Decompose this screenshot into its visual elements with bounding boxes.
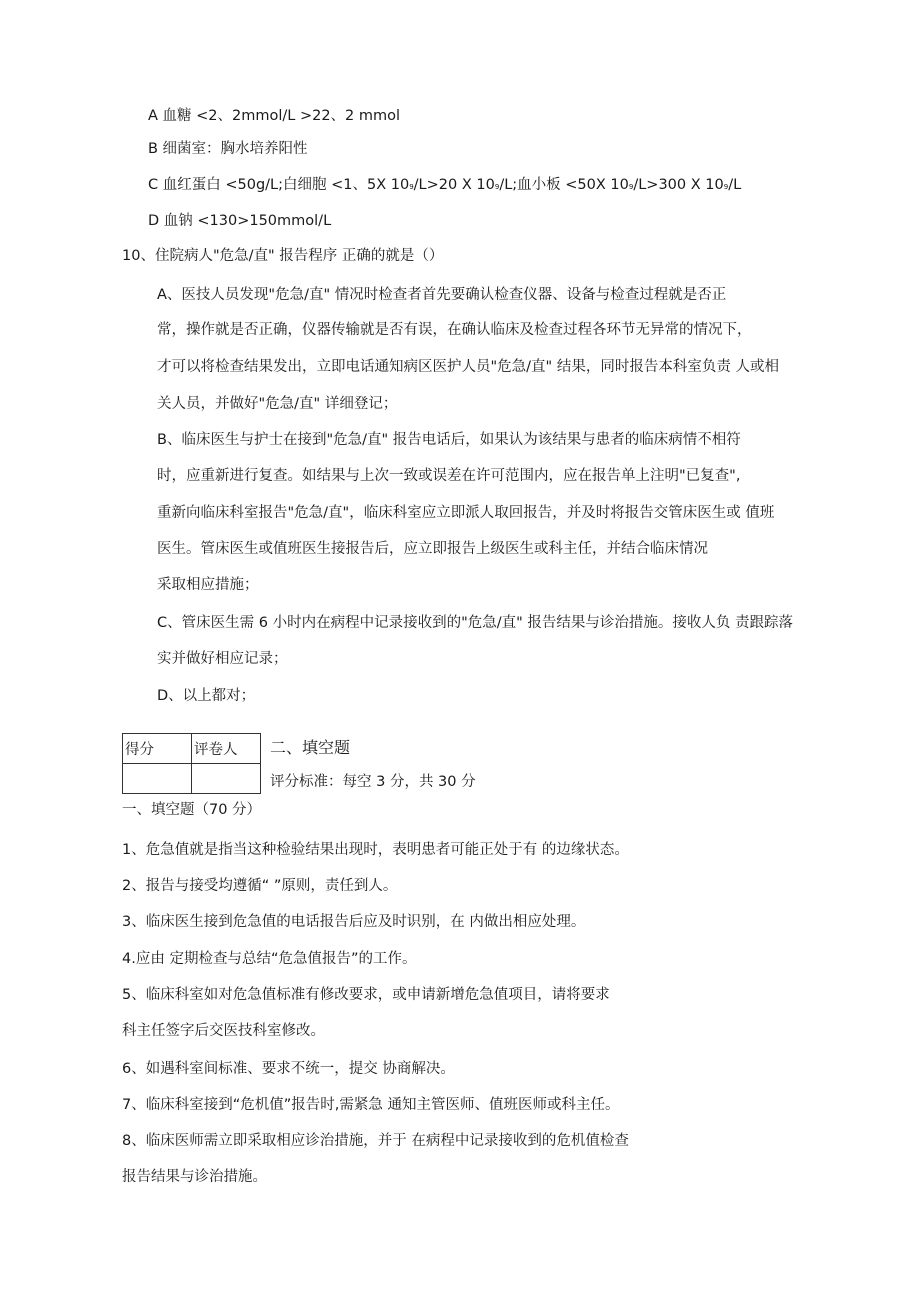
- q9-option-c: C 血红蛋白 <50g/L;白细胞 <1、5X 109/L>20 X 109/L;血小板 <50X 109/L>300 X 109/L: [148, 177, 742, 193]
- fill-item: 3、临床医生接到危急值的电话报告后应及时识别，在 内做出相应处理。: [122, 914, 586, 930]
- fill-item: 6、如遇科室间标准、要求不统一，提交 协商解决。: [122, 1061, 455, 1077]
- q10-stem: 10、住院病人"危急/直" 报告程序 正确的就是（）: [122, 248, 444, 264]
- q10-option-d: D、以上都对；: [157, 688, 256, 704]
- q9-option-d: D 血钠 <130>150mmol/L: [148, 213, 332, 229]
- q10-option-b-line: 采取相应措施；: [157, 577, 259, 593]
- score-header: 得分: [123, 734, 192, 764]
- scoring-criteria: 评分标准：每空 3 分，共 30 分: [270, 774, 476, 790]
- q10-option-a-line: 才可以将检查结果发出，立即电话通知病区医护人员"危急/直" 结果，同时报告本科室负责 人或相: [157, 359, 779, 375]
- q10-option-b-line: 医生。管床医生或值班医生接报告后，应立即报告上级医生或科主任，并结合临床情况: [157, 541, 708, 557]
- q9-option-b: B 细菌室：胸水培养阳性: [148, 141, 308, 157]
- q9-option-a: A 血糖 <2、2mmol/L >22、2 mmol: [148, 108, 401, 124]
- score-cell: [123, 764, 192, 794]
- fill-item: 4.应由 定期检查与总结“危急值报告”的工作。: [122, 951, 417, 967]
- q10-option-a-line: 关人员，并做好"危急/直" 详细登记；: [157, 396, 398, 412]
- q10-option-b-line: B、临床医生与护士在接到"危急/直" 报告电话后，如果认为该结果与患者的临床病情不相符: [157, 432, 741, 448]
- q10-option-a-line: A、医技人员发现"危急/直" 情况时检查者首先要确认检查仪器、设备与检查过程就是否正: [157, 287, 727, 303]
- q10-option-b-line: 重新向临床科室报告"危急/直"，临床科室应立即派人取回报告，并及时将报告交管床医生或 值班: [157, 505, 775, 521]
- q10-option-b-line: 时，应重新进行复查。如结果与上次一致或误差在许可范围内，应在报告单上注明"已复查",: [157, 468, 741, 484]
- section-title: 二、填空题: [270, 738, 351, 757]
- fill-item: 2、报告与接受均遵循“ ”原则，责任到人。: [122, 878, 398, 894]
- fill-item: 7、临床科室接到“危机值”报告时,需紧急 通知主管医师、值班医师或科主任。: [122, 1097, 620, 1113]
- fill-item: 科主任签字后交医技科室修改。: [122, 1023, 325, 1039]
- grader-header: 评卷人: [192, 734, 261, 764]
- fill-item: 1、危急值就是指当这种检验结果出现时，表明患者可能正处于有 的边缘状态。: [122, 842, 629, 858]
- q10-option-c-line: C、管床医生需 6 小时内在病程中记录接收到的"危急/直" 报告结果与诊治措施。接收人负 责跟踪落: [157, 615, 794, 631]
- fill-item: 报告结果与诊治措施。: [122, 1169, 267, 1185]
- q10-option-a-line: 常，操作就是否正确，仪器传输就是否有误，在确认临床及检查过程各环节无异常的情况下，: [157, 322, 752, 338]
- fill-item: 8、临床医师需立即采取相应诊治措施，并于 在病程中记录接收到的危机值检查: [122, 1133, 629, 1149]
- score-table: [122, 733, 261, 794]
- q10-option-c-line: 实并做好相应记录；: [157, 651, 288, 667]
- fill-item: 5、临床科室如对危急值标准有修改要求，或申请新增危急值项目，请将要求: [122, 987, 610, 1003]
- grader-cell: [192, 764, 261, 794]
- fill-heading: 一、填空题（70 分）: [122, 802, 262, 818]
